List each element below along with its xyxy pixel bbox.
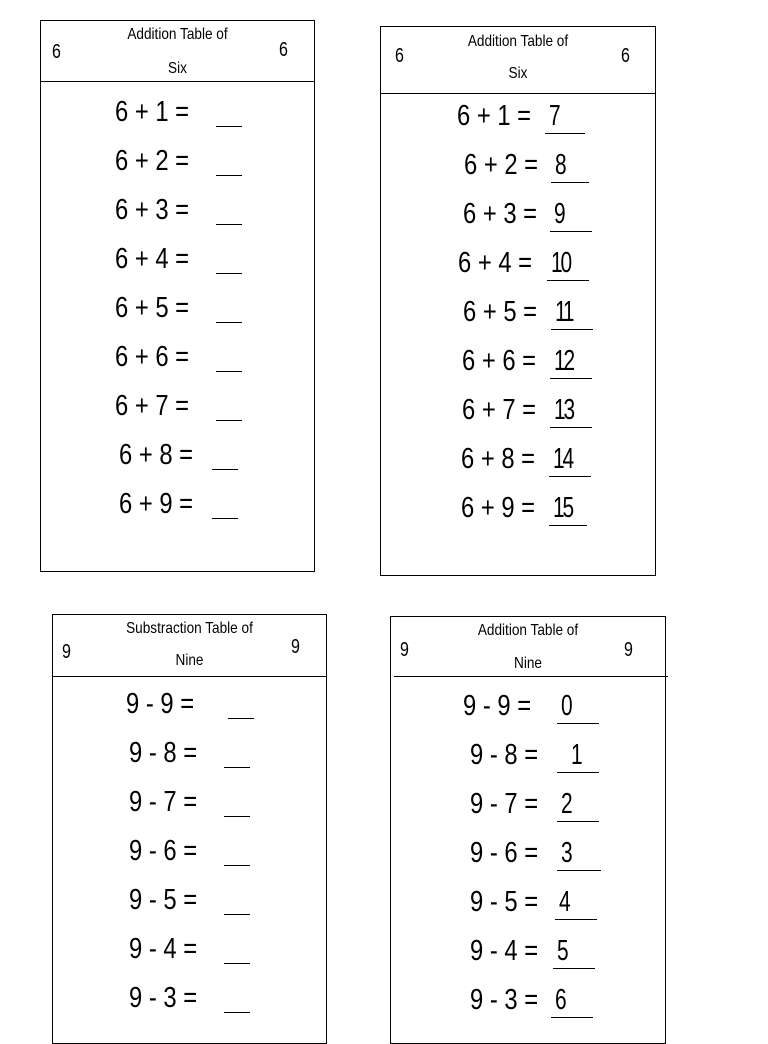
equation-row <box>41 337 314 377</box>
equation-text: 9 - 5 = <box>470 886 539 918</box>
equation-text: 9 - 9 = <box>463 690 532 722</box>
card-header <box>53 615 326 677</box>
equation-row <box>41 239 314 279</box>
answer-value: 4 <box>559 886 569 918</box>
answer-value: 8 <box>555 149 565 181</box>
equation-row <box>391 686 665 726</box>
answer-value: 5 <box>557 935 567 967</box>
equation-text: 6 + 8 = <box>119 439 194 471</box>
equation-text: 6 + 6 = <box>462 345 537 377</box>
answer-blank[interactable] <box>216 224 242 225</box>
answer-field[interactable] <box>555 882 597 920</box>
answer-blank[interactable] <box>216 322 242 323</box>
equation-text: 6 + 1 = <box>115 96 190 128</box>
answer-field[interactable] <box>550 194 592 232</box>
worksheet-card-subtraction-nine-blank <box>52 614 327 1044</box>
equation-row <box>381 439 655 479</box>
equation-row <box>53 733 326 773</box>
answer-value: 9 <box>554 198 564 230</box>
equation-text: 6 + 3 = <box>115 194 190 226</box>
equation-row <box>41 92 314 132</box>
equation-row <box>391 784 665 824</box>
card-subtitle: Six <box>168 60 187 77</box>
equation-text: 6 + 1 = <box>457 100 532 132</box>
equation-row <box>381 292 655 332</box>
equation-text: 9 - 6 = <box>129 835 198 867</box>
equation-text: 6 + 7 = <box>462 394 537 426</box>
header-number-right: 9 <box>624 639 633 661</box>
equation-text: 6 + 2 = <box>115 145 190 177</box>
answer-field[interactable] <box>549 488 587 526</box>
equation-row <box>41 386 314 426</box>
answer-blank[interactable] <box>224 963 250 964</box>
header-number-right: 6 <box>621 45 630 67</box>
card-title: Addition Table of <box>127 26 228 43</box>
answer-value: 13 <box>554 394 573 426</box>
equation-text: 6 + 6 = <box>115 341 190 373</box>
answer-blank[interactable] <box>212 518 238 519</box>
equation-row <box>391 833 665 873</box>
answer-field[interactable] <box>557 735 599 773</box>
answer-blank[interactable] <box>224 1012 250 1013</box>
equation-text: 9 - 5 = <box>129 884 198 916</box>
equation-text: 9 - 6 = <box>470 837 539 869</box>
answer-field[interactable] <box>551 292 593 330</box>
header-number-right: 9 <box>291 636 300 658</box>
equation-row <box>381 243 655 283</box>
answer-blank[interactable] <box>224 914 250 915</box>
equation-text: 9 - 4 = <box>129 933 198 965</box>
card-subtitle: Nine <box>175 652 204 669</box>
equation-row <box>391 931 665 971</box>
answer-blank[interactable] <box>216 273 242 274</box>
equation-text: 9 - 7 = <box>470 788 539 820</box>
answer-blank[interactable] <box>216 126 242 127</box>
answer-value: 6 <box>555 984 565 1016</box>
equation-text: 6 + 5 = <box>463 296 538 328</box>
card-title: Addition Table of <box>467 33 569 50</box>
card-title: Substraction Table of <box>126 620 253 637</box>
answer-value: 14 <box>553 443 572 475</box>
answer-blank[interactable] <box>224 865 250 866</box>
equation-text: 6 + 4 = <box>115 243 190 275</box>
answer-field[interactable] <box>557 686 599 724</box>
equation-row <box>53 684 326 724</box>
card-title: Addition Table of <box>477 622 579 639</box>
equation-row <box>381 341 655 381</box>
equation-row <box>41 435 314 475</box>
answer-value: 15 <box>553 492 572 524</box>
answer-value: 12 <box>554 345 573 377</box>
equation-text: 9 - 7 = <box>129 786 198 818</box>
answer-blank[interactable] <box>212 469 238 470</box>
equation-text: 9 - 4 = <box>470 935 539 967</box>
answer-field[interactable] <box>545 96 585 134</box>
answer-field[interactable] <box>550 390 592 428</box>
equation-row <box>381 96 655 136</box>
answer-value: 3 <box>561 837 571 869</box>
answer-field[interactable] <box>549 439 591 477</box>
answer-value: 10 <box>551 247 570 279</box>
answer-value: 11 <box>555 296 573 328</box>
equation-text: 6 + 3 = <box>463 198 538 230</box>
answer-value: 7 <box>549 100 559 132</box>
equation-text: 6 + 7 = <box>115 390 190 422</box>
answer-value: 0 <box>561 690 571 722</box>
answer-field[interactable] <box>553 931 595 969</box>
header-divider <box>394 676 668 677</box>
answer-field[interactable] <box>557 784 599 822</box>
worksheet-card-addition-six-filled <box>380 26 656 576</box>
worksheet-card-addition-six-blank <box>40 20 315 572</box>
equation-row <box>381 488 655 528</box>
answer-field[interactable] <box>551 980 593 1018</box>
answer-blank[interactable] <box>228 718 254 719</box>
answer-blank[interactable] <box>224 767 250 768</box>
answer-blank[interactable] <box>224 816 250 817</box>
card-header <box>381 27 655 94</box>
header-number-left: 6 <box>395 45 404 67</box>
equation-row <box>41 141 314 181</box>
equation-text: 6 + 5 = <box>115 292 190 324</box>
equation-row <box>41 288 314 328</box>
equation-text: 6 + 4 = <box>458 247 533 279</box>
equation-row <box>391 735 665 775</box>
equation-row <box>391 980 665 1020</box>
answer-blank[interactable] <box>216 420 242 421</box>
answer-field[interactable] <box>547 243 589 281</box>
card-header <box>391 617 665 677</box>
answer-field[interactable] <box>550 341 592 379</box>
equation-row <box>381 390 655 430</box>
answer-blank[interactable] <box>216 371 242 372</box>
equation-row <box>53 880 326 920</box>
equation-text: 6 + 9 = <box>461 492 536 524</box>
answer-field[interactable] <box>551 145 589 183</box>
equation-row <box>53 929 326 969</box>
header-number-left: 6 <box>52 41 61 63</box>
equation-row <box>41 484 314 524</box>
equation-row <box>391 882 665 922</box>
worksheet-card-nine-filled <box>390 616 666 1044</box>
answer-blank[interactable] <box>216 175 242 176</box>
equation-text: 9 - 3 = <box>470 984 539 1016</box>
answer-value: 2 <box>561 788 571 820</box>
equation-row <box>53 831 326 871</box>
card-subtitle: Six <box>508 65 528 82</box>
card-header <box>41 21 314 82</box>
equation-text: 6 + 9 = <box>119 488 194 520</box>
equation-text: 9 - 8 = <box>129 737 198 769</box>
equation-text: 6 + 2 = <box>464 149 539 181</box>
equation-row <box>53 978 326 1018</box>
equation-text: 9 - 9 = <box>126 688 195 720</box>
equation-text: 9 - 3 = <box>129 982 198 1014</box>
answer-field[interactable] <box>557 833 601 871</box>
card-subtitle: Nine <box>514 655 542 672</box>
equation-row <box>381 145 655 185</box>
equation-row <box>41 190 314 230</box>
header-number-right: 6 <box>279 39 288 61</box>
equation-text: 9 - 8 = <box>470 739 539 771</box>
header-number-left: 9 <box>62 641 71 663</box>
equation-text: 6 + 8 = <box>461 443 536 475</box>
equation-row <box>53 782 326 822</box>
header-number-left: 9 <box>400 639 409 661</box>
answer-value: 1 <box>571 739 581 771</box>
equation-row <box>381 194 655 234</box>
